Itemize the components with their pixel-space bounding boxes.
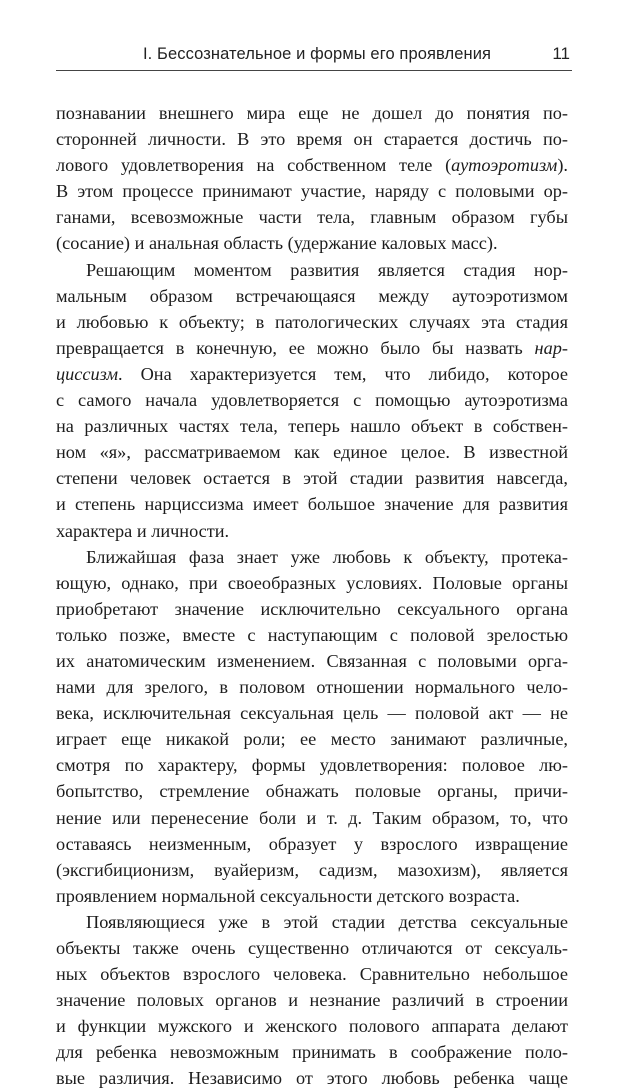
text-line: Ближайшая фаза знает уже любовь к объекту, протека-	[86, 546, 568, 567]
text-line: для ребенка невозможным принимать в соображение поло-	[56, 1042, 568, 1063]
text-line: ющую, однако, при своеобразных условиях. Половые органы	[56, 572, 568, 593]
text-line: на различных частях тела, теперь нашло объект в собствен-	[56, 416, 568, 437]
text-line: превращается в конечную, ее можно было бы назвать нар-	[56, 337, 568, 358]
text-line: лового удовлетворения на собственном теле (аутоэротизм).	[56, 155, 568, 176]
term-autoerotism: аутоэротизм	[451, 155, 558, 176]
text-line: мальным образом встречающаяся между аутоэротизмом	[56, 285, 568, 306]
paragraph-1	[56, 100, 568, 257]
text-line: играет еще никакой роли; ее место занимают различные,	[56, 729, 568, 750]
text-line: характера и личности.	[56, 520, 230, 541]
text-line: ганами, всевозможные части тела, главным образом губы	[56, 207, 568, 228]
text-line: ных объектов взрослого человека. Сравнительно небольшое	[56, 964, 568, 985]
text-line: и степень нарциссизма имеет большое значение для развития	[56, 494, 568, 515]
text-line: значение половых органов и незнание различий в строении	[56, 990, 568, 1011]
text-line: ном «я», рассматриваемом как единое целое. В известной	[56, 442, 568, 463]
term-narcissism-part1: нар-	[534, 337, 568, 358]
text-line: нение или перенесение боли и т. д. Таким образом, то, что	[56, 807, 568, 828]
text-line: их анатомическим изменением. Связанная с половыми орга-	[56, 650, 568, 671]
text-line: сторонней личности. В это время он старается достичь по-	[56, 129, 568, 150]
paragraph-4	[56, 909, 568, 1092]
text-line: Появляющиеся уже в этой стадии детства сексуальные	[86, 911, 568, 932]
term-narcissism-part2: циссизм	[56, 363, 118, 384]
text-line: познавании внешнего мира еще не дошел до понятия по-	[56, 103, 568, 123]
text-line: приобретают значение исключительно сексуального органа	[56, 598, 568, 619]
text-line: (эксгибиционизм, вуайеризм, садизм, мазохизм), является	[56, 859, 568, 880]
text-line: бопытство, стремление обнажать половые органы, причи-	[56, 781, 568, 802]
text-line: В этом процессе принимают участие, наряду с половыми ор-	[56, 181, 568, 202]
text-line: смотря по характеру, формы удовлетворения: половое лю-	[56, 755, 568, 776]
text-line: века, исключительная сексуальная цель — половой акт — не	[56, 703, 568, 724]
running-header	[0, 0, 628, 80]
text-line: и любовью к объекту; в патологических случаях эта стадия	[56, 311, 568, 332]
header-rule	[56, 70, 572, 71]
text-line: только позже, вместе с наступающим с половой зрелостью	[56, 624, 568, 645]
chapter-title: I. Бессознательное и формы его проявления	[143, 45, 492, 63]
body-text	[56, 100, 568, 1092]
text-line: объекты также очень существенно отличаются от сексуаль-	[56, 938, 568, 958]
text-line: вые различия. Независимо от этого любовь ребенка чаще	[56, 1068, 568, 1089]
paragraph-2	[56, 257, 568, 544]
text-line: с самого начала удовлетворяется с помощью аутоэротизма	[56, 390, 568, 411]
text-line: циссизм. Она характеризуется тем, что либидо, которое	[56, 363, 568, 384]
text-line: оставаясь неизменным, образует у взрослого извращение	[56, 833, 568, 854]
text-line: нами для зрелого, в половом отношении нормального чело-	[56, 677, 568, 698]
text-line: Решающим моментом развития является стадия нор-	[86, 259, 568, 280]
paragraph-3	[56, 544, 568, 909]
page-number: 11	[552, 44, 570, 63]
text-line: проявлением нормальной сексуальности детского возраста.	[56, 885, 520, 906]
text-line: степени человек остается в этой стадии развития навсегда,	[56, 468, 568, 489]
text-line: и функции мужского и женского полового аппарата делают	[56, 1016, 568, 1037]
text-line: (сосание) и анальная область (удержание каловых масс).	[56, 233, 498, 254]
